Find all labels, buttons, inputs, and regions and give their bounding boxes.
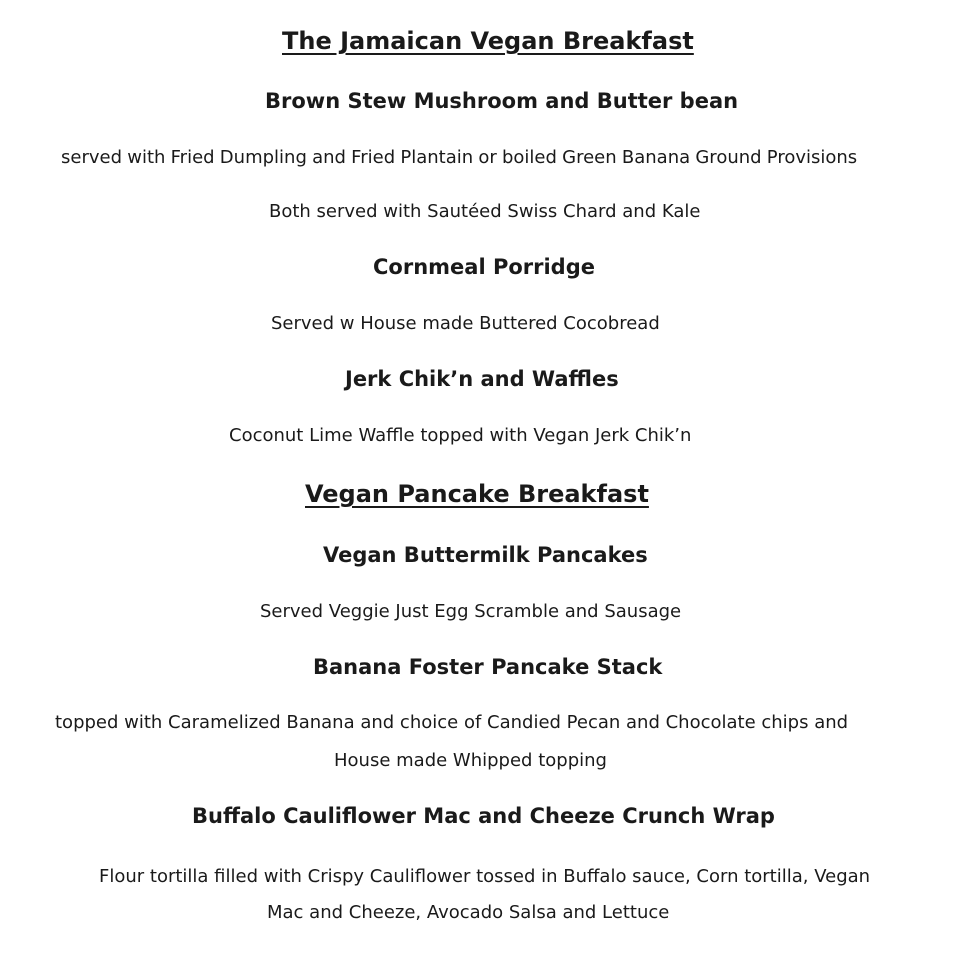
item-description: Mac and Cheeze, Avocado Salsa and Lettuce (267, 902, 670, 923)
item-description: House made Whipped topping (334, 750, 607, 771)
section-title-vegan-pancake-breakfast: Vegan Pancake Breakfast (305, 480, 649, 508)
item-description: Served w House made Buttered Cocobread (271, 313, 660, 334)
item-title-cornmeal-porridge: Cornmeal Porridge (373, 255, 595, 279)
item-description: Coconut Lime Waffle topped with Vegan Jerk Chik’n (229, 425, 692, 446)
item-description: Flour tortilla filled with Crispy Cauliflower tossed in Buffalo sauce, Corn tortilla, Vegan (99, 866, 871, 887)
item-description: served with Fried Dumpling and Fried Plantain or boiled Green Banana Ground Provisions (61, 147, 858, 168)
item-title-jerk-chikn-waffles: Jerk Chik’n and Waffles (345, 367, 619, 391)
item-title-vegan-buttermilk-pancakes: Vegan Buttermilk Pancakes (323, 543, 648, 567)
section-title-jamaican-vegan-breakfast: The Jamaican Vegan Breakfast (282, 27, 694, 55)
item-description: topped with Caramelized Banana and choice of Candied Pecan and Chocolate chips and (55, 712, 849, 733)
item-title-brown-stew: Brown Stew Mushroom and Butter bean (265, 89, 739, 113)
item-title-buffalo-cauliflower-wrap: Buffalo Cauliflower Mac and Cheeze Crunch Wrap (192, 804, 775, 828)
item-description: Both served with Sautéed Swiss Chard and Kale (269, 201, 701, 222)
item-description: Served Veggie Just Egg Scramble and Sausage (260, 601, 682, 622)
item-title-banana-foster-pancake-stack: Banana Foster Pancake Stack (313, 655, 663, 679)
